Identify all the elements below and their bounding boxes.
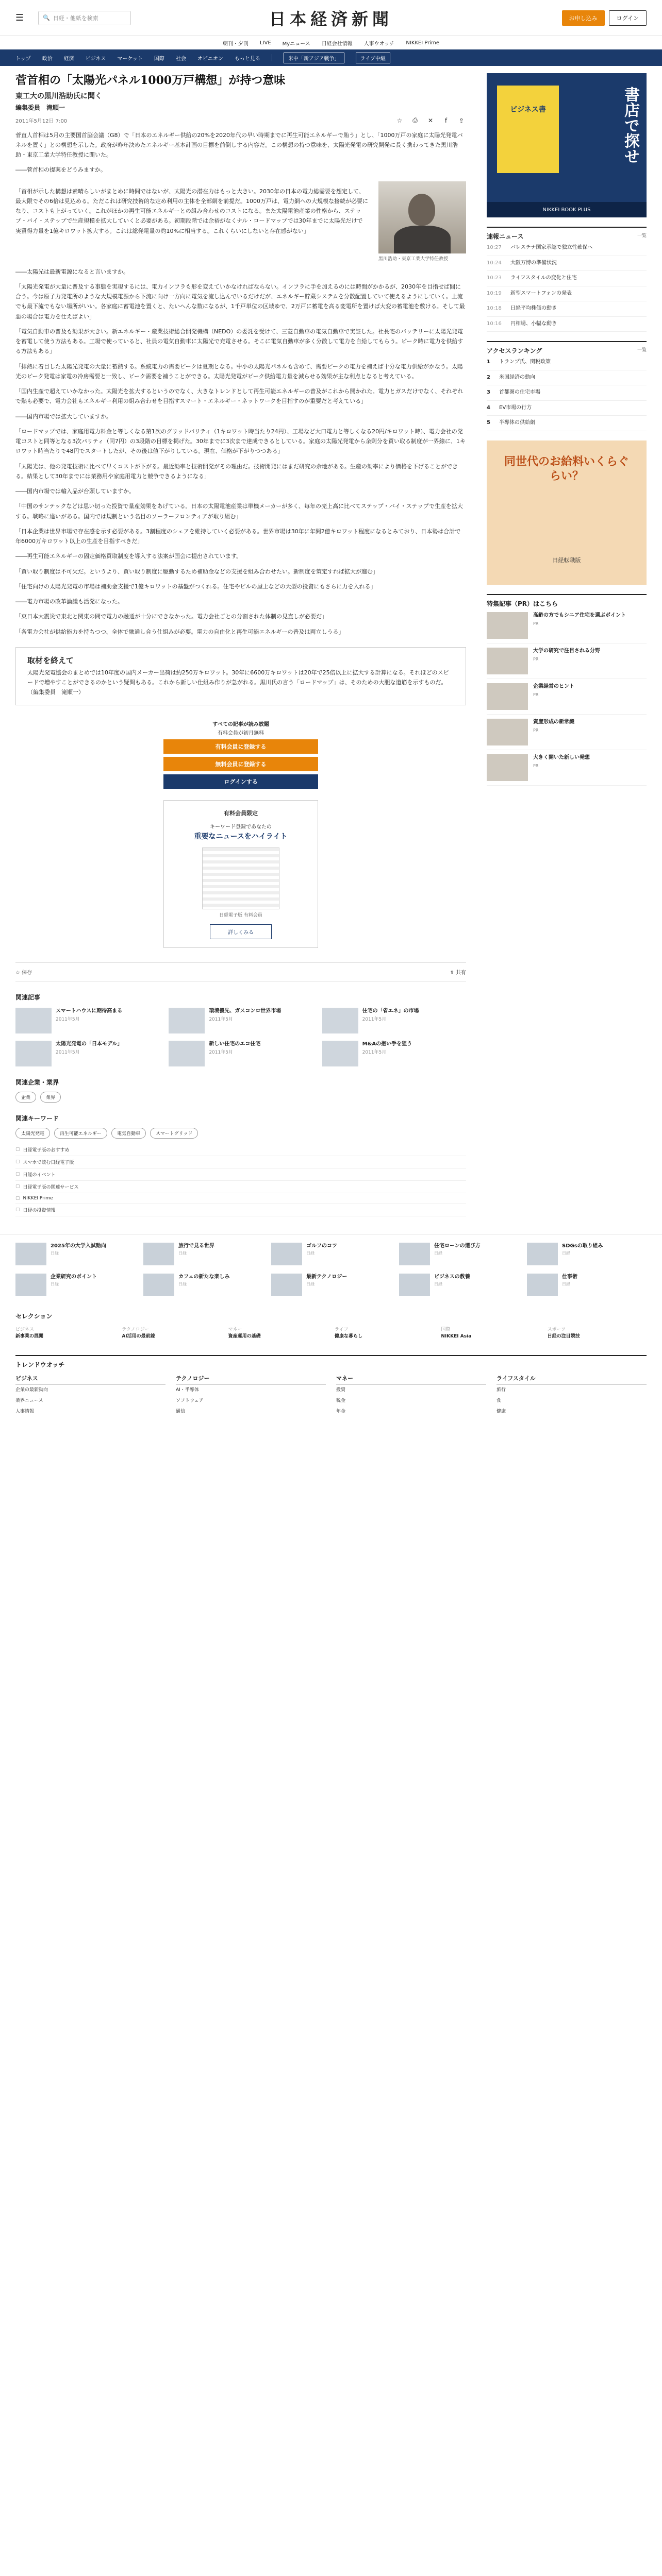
thumbnail [143, 1274, 174, 1296]
selection-item[interactable]: 国際 NIKKEI Asia [441, 1327, 472, 1339]
promo-link[interactable]: ▢ NIKKEI Prime [15, 1193, 466, 1204]
ad-footer: NIKKEI BOOK PLUS [487, 202, 647, 217]
thumbnail [399, 1243, 430, 1265]
trend-link[interactable]: 業界ニュース [15, 1398, 43, 1404]
ad-book-cover [497, 86, 559, 173]
question: ――電力市場の改革論議も活発になった。 [15, 598, 123, 605]
paywall-headline: すべての記事が読み放題 [212, 721, 269, 727]
thumbnail [169, 1008, 205, 1033]
thumbnail [487, 754, 528, 781]
trial-button[interactable]: 有料会員に登録する [163, 739, 318, 754]
topic-tags [15, 1092, 466, 1103]
print-icon[interactable]: ⎙ [412, 116, 418, 124]
answer: 「買い取り制度は不可欠だ。というより、買い取り制度に駆動するため補助金などの支援を組み合わせたい。新制度を策定すれば拡大が進む」 [15, 568, 378, 575]
related-card[interactable]: スマートハウスに期待高まる 2011年5月 [15, 1008, 159, 1033]
promo-link[interactable]: ▢ 日経のイベント [15, 1168, 466, 1181]
pr-item[interactable]: 大きく開いた新しい発想 PR [487, 750, 647, 786]
question: ――再生可能エネルギーの固定価格買取制度を導入する法案が国会に提出されています。 [15, 553, 242, 560]
answer: 「太陽光は、他の発電技術に比べて早くコストが下がる。最近効率と技術開発がその理由だ。技術開発にはまだ研究の余地がある。生産の効率により価格を下げることができる。結果として30年までには業務用や家庭用電力と競争できるようになる」 [15, 463, 458, 480]
ranking-item[interactable]: 5 半導体の供給網 [487, 416, 647, 431]
keyword-tag[interactable]: 電気自動車 [111, 1128, 146, 1139]
photo-caption: 黒川浩助・東京工業大学特任教授 [378, 256, 449, 262]
site-header [0, 0, 662, 36]
question: ――菅首相の提案をどうみますか。 [15, 166, 106, 174]
question: ――太陽光は最新電源になると言いますか。 [15, 268, 129, 275]
share-icon[interactable]: ⇪ [458, 116, 465, 124]
answer: 「首相が示した構想は素晴らしいがまとめに時間ではないが、太陽光の潜在力はもっと大きい。2030年の日本の電力総需要を想定して、最大限でその6倍は見込める。ただこれは研究技術的な定め利用の主体を全部網を前提だ。1000万戸は、電力網への大規模な接続が必要になり、コストも上がっていく。これがほかの再生可能エネルギーとの組み合わせのコストになる。また太陽電池産業の性格から、ステップ・バイ・ステップで生産規模を拡大していくと必要がある。初期段階では余裕がなくナル・ロードマップでは30年までに太陽光だけで実質得力量を1億キロワット拡大する。これは総発電量の約10%に相当する。これくらいにしないと存在感がない」 [15, 188, 368, 234]
nav-feature-link[interactable]: ライブ中継 [356, 53, 390, 63]
trend-grid [15, 1374, 647, 1417]
nav-item[interactable]: 政治 [42, 56, 53, 62]
thumbnail [15, 1274, 46, 1296]
subnav-item[interactable]: 朝刊・夕刊 [222, 41, 249, 47]
subscribe-button[interactable]: お申し込み [562, 10, 605, 26]
sidebar-ad[interactable] [487, 73, 647, 217]
topic-tag[interactable]: 業界 [40, 1092, 61, 1103]
promo-link[interactable]: ▢ 日経電子版のおすすめ [15, 1144, 466, 1156]
nav-item[interactable]: オピニオン [197, 56, 223, 62]
save-icon[interactable]: ☆ [396, 116, 403, 124]
thumbnail [322, 1041, 358, 1066]
answer: 「東日本大震災で東北と関東の間で電力の融通が十分にできなかった。電力会社ごとの分割された体制の見直しが必要だ」 [15, 613, 327, 620]
pr-item[interactable]: 高齢の方でもシニア住宅を選ぶポイント PR [487, 608, 647, 643]
answer: 「中国のサンテックなどは思い切った投資で量産効果をあげている。日本の太陽電池産業は単機メーカーが多く、毎年の売上高に比べてステップ・バイ・ステップで生産を拡大する。戦略に違いがある。国内では規制という名目のソーラーフロンティアが取り組む」 [15, 503, 463, 520]
promo-link-list [15, 1144, 466, 1216]
thumbnail [169, 1041, 205, 1066]
pr-item[interactable]: 企業経営のヒント PR [487, 679, 647, 715]
afterword-box [15, 647, 466, 705]
ad-book-text: ビジネス書 [510, 106, 546, 114]
keywords-title: 関連キーワード [15, 1114, 59, 1122]
answer: 「ロードマップでは、家庭用電力料金と等しくなる第1次のグリッドパリティ（1キロワット時当たり24円）、工場など大口電力と等しくなる20円/キロワット時）、電力会社の発電コストと同等となる3次パリティ（同7円）の3段階の目標を掲げた。30年までに3次まで達成できるとしている。家庭の太陽光発電から余剰分を買い取る制度が一界線に、1キロワット時当たりで48円でスタートしたが、その後は値下がりしている。現在、価格が下がりつつある」 [15, 428, 466, 455]
news-item[interactable]: 10:24 大阪万博の準備状況 [487, 256, 647, 272]
related-card[interactable]: 住宅の「省エネ」の市場 2011年5月 [322, 1008, 466, 1033]
promo-screenshot [202, 848, 279, 909]
question: ――国内市場では拡大していますか。 [15, 413, 112, 420]
subnav-item[interactable]: NIKKEI Prime [406, 40, 440, 46]
afterword-text: 太陽光発電協会のまとめでは10年度の国内メーカー出荷は約250万キロワット。30年に6600万キロワットは20年で25倍以上に拡大する計算になる。それほどのスピードで増やすことができるのかという疑問もある。これから新しい仕組み作りが急がれる。黒川氏の言う「ロードマップ」は、そのための大胆な道筋を示すものだ。（編集委員 滝順一） [27, 669, 449, 696]
nav-feature-link[interactable]: 米中「新アジア戦争」 [284, 53, 344, 63]
news-item[interactable]: 10:27 パレスチナ国家承認で独立性確保へ [487, 241, 647, 256]
news-item[interactable]: 10:19 新型スマートフォンの発表 [487, 286, 647, 302]
trend-link[interactable]: 人事情報 [15, 1409, 35, 1415]
more-card[interactable]: ビジネスの教養 日経 [399, 1274, 519, 1296]
thumbnail [15, 1008, 52, 1033]
promo-caption: 日経電子版 有料会員 [219, 912, 262, 918]
free-register-button[interactable]: 無料会員に登録する [163, 757, 318, 771]
trend-link[interactable]: 税金 [336, 1398, 346, 1404]
promo-head: 有料会員限定 [224, 809, 258, 817]
related-card[interactable]: 環境優先、ガスコンロ世界市場 2011年5月 [169, 1008, 312, 1033]
trend-link[interactable]: 年金 [336, 1409, 346, 1415]
trend-link[interactable]: 食 [496, 1398, 502, 1404]
subnav [0, 36, 662, 49]
access-ranking [487, 341, 647, 431]
topics-title: 関連企業・業界 [15, 1078, 59, 1086]
news-item[interactable]: 10:23 ライフスタイルの変化と住宅 [487, 271, 647, 286]
keyword-tag[interactable]: スマートグリッド [150, 1128, 198, 1139]
answer: 「住宅向けの太陽光発電の市場は補助金支援で1億キロワットの基盤がつくれる。住宅やビルの屋上などの大型の投資にもさらに力を入れる」 [15, 583, 376, 590]
bottom-section [0, 1234, 662, 1418]
share-icon: ⇪ [450, 970, 456, 976]
promo-sub: キーワード登録であなたの [210, 824, 272, 830]
trend-column: テクノロジー AI・半導体 ソフトウェア 通信 [176, 1374, 326, 1417]
more-card[interactable]: 住宅ローンの選び方 日経 [399, 1243, 519, 1265]
thumbnail [487, 719, 528, 745]
share-bar [395, 116, 466, 125]
afterword-title: 取材を終えて [27, 655, 74, 665]
more-card[interactable]: カフェの新たな楽しみ 日経 [143, 1274, 263, 1296]
thumbnail [143, 1243, 174, 1265]
share-button[interactable]: ⇪ 共有 [450, 970, 466, 976]
ad2-headline: 同世代のお給料いくらぐらい？ [504, 455, 629, 483]
save-button[interactable]: ☆ 保存 [15, 970, 32, 976]
paywall [163, 720, 318, 789]
x-icon[interactable]: ✕ [427, 116, 434, 124]
menu-icon[interactable]: ☰ [15, 12, 24, 23]
subnav-item[interactable]: Myニュース [282, 41, 310, 47]
nav-item[interactable]: マーケット [117, 56, 143, 62]
selection-item[interactable]: マネー 資産運用の基礎 [228, 1327, 261, 1339]
pr-section [487, 594, 647, 786]
ranking-title: アクセスランキング [487, 347, 542, 354]
selection-title: セレクション [15, 1312, 53, 1320]
related-card[interactable]: 太陽光発電の「日本モデル」 2011年5月 [15, 1041, 159, 1066]
nav-item[interactable]: もっと見る [234, 56, 260, 62]
article-byline: 編集委員 滝順一 [15, 104, 65, 111]
selection-item[interactable]: ビジネス 新事業の展開 [15, 1327, 44, 1339]
thumbnail [271, 1243, 302, 1265]
ranking-item[interactable]: 2 米国経済の動向 [487, 370, 647, 386]
trend-link[interactable]: ソフトウェア [176, 1398, 204, 1404]
pr-item[interactable]: 資産形成の新常識 PR [487, 715, 647, 750]
thumbnail [15, 1243, 46, 1265]
pr-title: 特集記事（PR）はこちら [487, 600, 558, 607]
article-title: 菅首相の「太陽光パネル1000万戸構想」が持つ意味 [15, 74, 286, 87]
trend-link[interactable]: 健康 [496, 1409, 506, 1415]
latest-more-link[interactable]: 一覧 [637, 233, 647, 239]
trend-column: ライフスタイル 旅行 食 健康 [496, 1374, 647, 1417]
thumbnail [527, 1274, 558, 1296]
question: ――国内市場では輸入品が台頭していますか。 [15, 488, 135, 495]
selection-item[interactable]: ライフ 健康な暮らし [334, 1327, 362, 1339]
article-lead: 菅直人首相は5月の主要国首脳会議（G8）で「日本のエネルギー供給の20%を2020年代の早い時期までに再生可能エネルギーで賄う」とし、「1000万戸の家庭に太陽光発電パネルを置く」との構想を示した。政府が昨年決めたエネルギー基本計画の目標を前倒しする内容だ。この構想の持つ意味を、太陽光発電の研究開発に長く携わってきた黒川浩助・東京工業大学特任教授に聞いた。 [15, 131, 463, 159]
nav-item[interactable]: 国際 [154, 56, 164, 62]
related-title: 関連記事 [15, 993, 41, 1001]
nav-item[interactable]: ビジネス [85, 56, 106, 62]
more-card[interactable]: 最新テクノロジー 日経 [271, 1274, 391, 1296]
nav-item[interactable]: 社会 [175, 56, 186, 62]
thumbnail [322, 1008, 358, 1033]
more-card[interactable]: SDGsの取り組み 日経 [527, 1243, 647, 1265]
thumbnail [271, 1274, 302, 1296]
promo-link[interactable]: ▢ 日経の投資情報 [15, 1204, 466, 1216]
trend-column: ビジネス 企業の最新動向 業界ニュース 人事情報 [15, 1374, 166, 1417]
subnav-item[interactable]: LIVE [259, 40, 271, 46]
ranking-more-link[interactable]: 一覧 [637, 348, 647, 353]
trend-link[interactable]: 旅行 [496, 1387, 506, 1393]
selection-grid [15, 1326, 647, 1340]
answer: 「太陽光発電が大量に普及する事態を実現するには、電力インフラも形を変えていかなければならない。インフラに手を加えるのには時間がかかるが、2030年を目指せば間に合う。今は原子力発電所のような大規模電源から下流に向け一方向に電気を流し込んでいるだけだが、エネルギー貯蔵システムを分散配置していて使えるようにしていく。上流でも最下流でもない場所がいい。各家庭に蓄電池を置くと、たいへんな数になるが、1千戸単位の区域ゆで、2万戸に蓄電を高る変電所を置けば大変の蓄電池を敷ける。そして最悪の場合は電力を仕えばよい」 [15, 283, 465, 320]
thumbnail [15, 1041, 52, 1066]
answer: 「電気自動車の普及も効果が大きい。新エネルギー・産業技術総合開発機構（NEDO）の委託を受けて、三菱自動車の電気自動車で実証した。社長宅のバッテリーに太陽光発電を蓄電して使う方法もある。工場で使っていると、社員の電気自動車に太陽光で充電させる。そこに電気自動車が多く分散して電力を自給してもらう。ピーク時に電力を供給する方法もある」 [15, 328, 464, 355]
sidebar-ad-salary[interactable] [487, 440, 647, 585]
ad-headline: 書店で探せ [621, 87, 639, 164]
sidebar [487, 73, 647, 1216]
more-card[interactable]: 2025年の大学入試動向 日経 [15, 1243, 135, 1265]
facebook-icon[interactable]: f [444, 116, 448, 124]
trend-link[interactable]: AI・半導体 [176, 1387, 199, 1393]
news-item[interactable]: 10:18 日経平均株価の動き [487, 301, 647, 317]
article-main [15, 73, 466, 1216]
promo-title: 重要なニュースをハイライト [194, 832, 288, 841]
more-card[interactable]: ゴルフのコツ 日経 [271, 1243, 391, 1265]
promo-more-button[interactable]: 詳しくみる [210, 924, 272, 939]
answer: 「各電力会社が供給能力を持ちつつ、全体で融通し合う仕組みが必要。電力の自由化と再生可能エネルギーの普及は両立しうる」 [15, 628, 344, 635]
promo-link[interactable]: ▢ スマホで読む日経電子版 [15, 1156, 466, 1168]
thumbnail [527, 1243, 558, 1265]
topic-tag[interactable]: 企業 [15, 1092, 36, 1103]
answer: 「国内生産で超えていかなかった。太陽光を拡大するというのでなく、大きなトレンドとして再生可能エネルギーの普及がこれから開かれた。電力とガスだけでなく、それぞれで熱も必要で、電力会社もエネルギー利用の組み合わせを目指すスマート・エネルギー・ネットワークを目指すのが重要だと考えている」 [15, 388, 464, 405]
thumbnail [487, 648, 528, 674]
site-logo[interactable]: 日本経済新聞 [269, 9, 393, 29]
trend-column: マネー 投資 税金 年金 [336, 1374, 486, 1417]
ranking-item[interactable]: 1 トランプ氏、関税政策 [487, 355, 647, 370]
answer: 「日本企業は世界市場で存在感を示す必要がある。3割程度のシェアを維持していく必要がある。世界市場は30年に年間2億キロワット程度になるとみており、日本勢は合計で年6000万キロワット以上の生産を目指すべきだ」 [15, 528, 461, 545]
more-card[interactable]: 仕事術 日経 [527, 1274, 647, 1296]
trend-title: トレンドウオッチ [15, 1355, 647, 1369]
more-card[interactable]: 企業研究のポイント 日経 [15, 1274, 135, 1296]
answer: 「排熱に着目した太陽光発電の大量に蓄熱する。系統電力の需要ピークは夏期となる。中小の太陽光パネルも含めて、需要ピークの電力を補えば十分な電力供給がかなう。太陽光のピーク発電は家電の冷房需要と一致し、ピーク需要を補うことができる。太陽光発電がピーク供給電力量を減らせる効果が主な利点となると考えている。 [15, 363, 463, 380]
related-grid [15, 1008, 466, 1066]
related-card[interactable]: M&Aの抱い手を狙う 2011年5月 [322, 1041, 466, 1066]
search-input[interactable]: 🔍 日経・他紙を検索 [38, 11, 131, 25]
ranking-item[interactable]: 4 EV市場の行方 [487, 401, 647, 416]
more-grid [15, 1243, 647, 1296]
article-subtitle: 東工大の黒川浩助氏に聞く [15, 92, 102, 100]
related-card[interactable]: 新しい住宅のエコ住宅 2011年5月 [169, 1041, 312, 1066]
paywall-subline: 有料会員が初月無料 [218, 730, 264, 736]
portrait-photo [378, 181, 466, 262]
selection-item[interactable]: スポーツ 日経の注目競技 [547, 1327, 580, 1339]
thumbnail [487, 683, 528, 710]
search-icon: 🔍 [43, 14, 50, 21]
thumbnail [399, 1274, 430, 1296]
bookmark-icon: ☆ [15, 970, 22, 976]
keyword-tags [15, 1128, 466, 1139]
keyword-tag[interactable]: 再生可能エネルギー [54, 1128, 107, 1139]
main-nav [0, 49, 662, 66]
subnav-item[interactable]: 人事ウオッチ [363, 41, 395, 47]
promo-link[interactable]: ▢ 日経電子版の関連サービス [15, 1181, 466, 1193]
thumbnail [487, 612, 528, 639]
keyword-tag[interactable]: 太陽光発電 [15, 1128, 50, 1139]
article-date: 2011年5月12日 7:00 [15, 118, 68, 125]
trend-link[interactable]: 通信 [176, 1409, 186, 1415]
trend-link[interactable]: 企業の最新動向 [15, 1387, 48, 1393]
trend-link[interactable]: 投資 [336, 1387, 346, 1393]
ad2-sub: 日経転職版 [552, 556, 581, 564]
selection-item[interactable]: テクノロジー AI活用の最前線 [122, 1327, 155, 1339]
subnav-item[interactable]: 日経会社情報 [321, 41, 353, 47]
more-card[interactable]: 旅行で見る世界 日経 [143, 1243, 263, 1265]
login-button[interactable]: ログイン [609, 10, 647, 26]
news-item[interactable]: 10:16 円相場、小幅な動き [487, 317, 647, 332]
ranking-item[interactable]: 3 首都圏の住宅市場 [487, 385, 647, 401]
promo-card [163, 800, 318, 948]
portrait-image [378, 181, 466, 253]
article-footer-bar [15, 962, 466, 981]
nav-item[interactable]: 経済 [63, 56, 74, 62]
nav-item[interactable]: トップ [15, 56, 31, 62]
pr-item[interactable]: 大学の研究で注目される分野 PR [487, 643, 647, 679]
latest-title: 速報ニュース [487, 233, 524, 240]
paywall-login-button[interactable]: ログインする [163, 774, 318, 789]
latest-news [487, 227, 647, 332]
